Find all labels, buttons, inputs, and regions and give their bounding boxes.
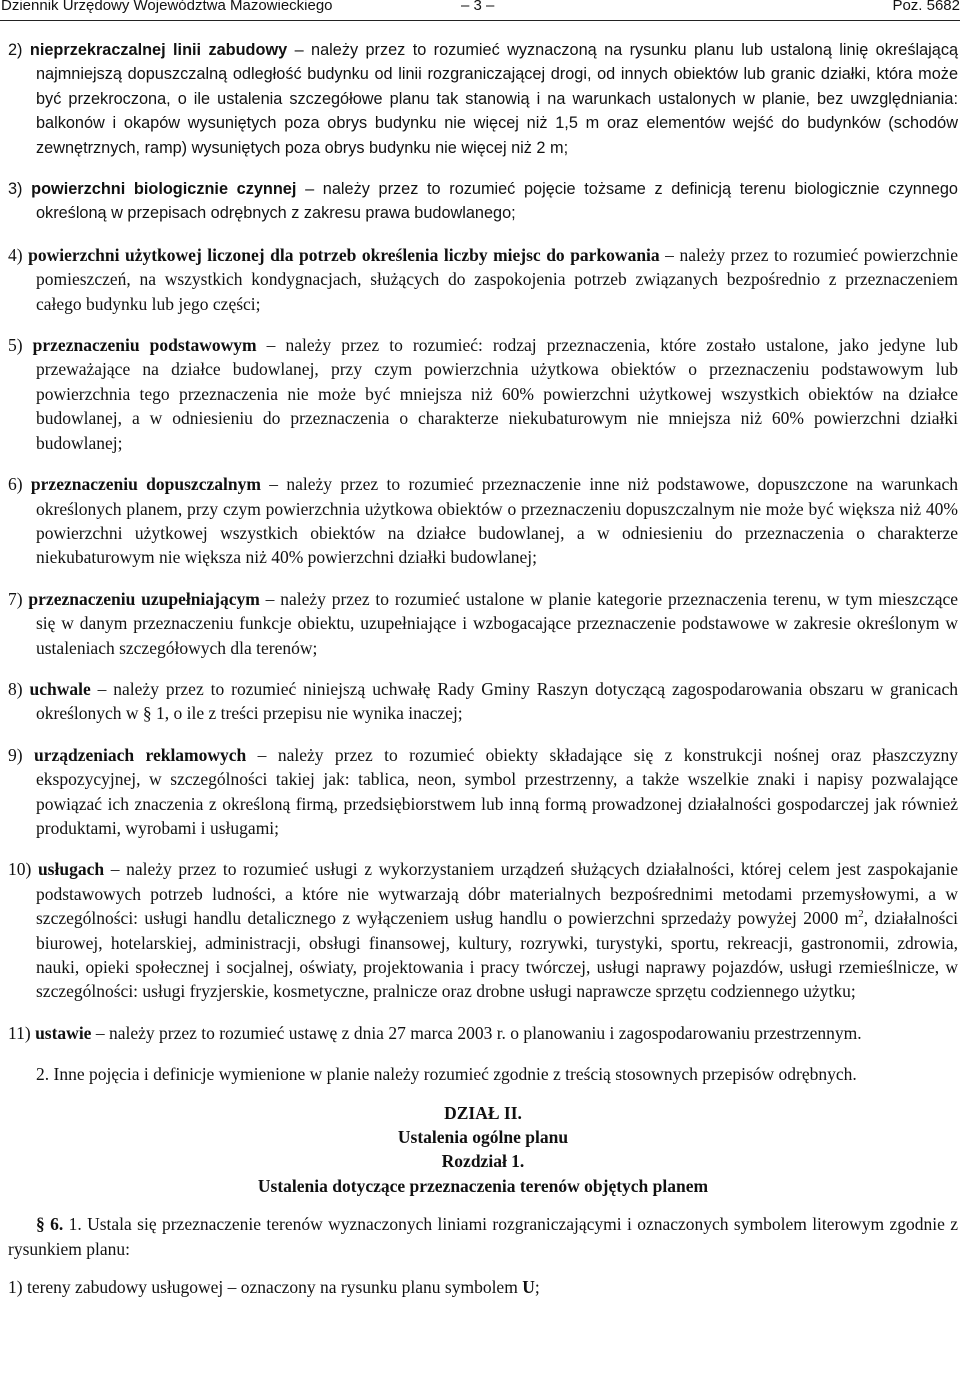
page-header (0, 0, 960, 21)
definition-item: 8) uchwale – należy przez to rozumieć niniejszą uchwałę Rady Gminy Raszyn dotyczącą zagospodarowania obszaru w granicach określonych w § 1, o ile z treści przepisu nie wynika inaczej; (8, 678, 959, 724)
chapter-heading: Rozdział 1. (441, 1151, 525, 1172)
definition-item: 5) przeznaczeniu podstawowym – należy przez to rozumieć: rodzaj przeznaczenia, które zostało ustalone, jako jedyne lub przeważające na działce budowlanej, przy czym powierzchnia użytkowa obiektów o przeznaczeniu podstawowym lub powierzchnia tego przeznaczenia nie może być mniejsza niż 60% powierzchni użytkowej wszystkich obiektów na działce budowlanej, a w odniesieniu do przeznaczenia o charakterze niekubaturowym nie mniejsza niż 60% powierzchni działki budowlanej; (8, 335, 958, 453)
definition-item: 10) usługach – należy przez to rozumieć usługi z wykorzystaniem urządzeń służących działalności, której celem jest zaspokajanie podstawowych potrzeb ludności, a które nie wytwarzają dóbr materialnych bezpośrednimi metodami przemysłowymi, a w szczególności: usługi handlu detalicznego z wyłączeniem usług handlu o powierzchni sprzedaży powyżej 2000 $m^2$, działalności biurowej, hotelarskiej, administracji, obsługi finansowej, kultury, rozrywki, turystyki, sportu, rekreacji, gastronomii, zdrowia, nauki, opieki społecznej i socjalnej, oświaty, projektowania i pracy twórczej, usługi naprawy pojazdów, usługi rzemieślnicze, w szczególności: usługi fryzjerskie, kosmetyczne, pralnicze oraz drobne usługi naprawcze sprzętu codziennego użytku; (8, 859, 959, 1002)
page-number: – 3 – (461, 0, 495, 14)
paragraph-2: 2. Inne pojęcia i definicje wymienione w planie należy rozumieć zgodnie z treścią stosownych przepisów odrębnych. (36, 1064, 857, 1085)
section-heading: DZIAŁ II. (444, 1102, 522, 1123)
chapter-title: Ustalenia dotyczące przeznaczenia terenów objętych planem (257, 1175, 709, 1196)
paragraph-6: § 6. 1. Ustala się przeznaczenie terenów wyznaczonych liniami rozgraniczającymi i oznaczonych symbolem literowym zgodnie z rysunkiem planu: (8, 1214, 959, 1259)
journal-title: Dziennik Urzędowy Województwa Mazowieckiego (1, 0, 333, 14)
definition-item: 2) nieprzekraczalnej linii zabudowy – należy przez to rozumieć wyznaczoną na rysunku planu lub ustaloną linię określającą najmniejszą dopuszczalną odległość budynku od linii rozgraniczającej drogi, od innych obiektów lub granic działki, która może być przekroczona, o ile ustalenia szczegółowe planu tak stanowią i na warunkach ustalonych w planie, bez uwzględniania: balkonów i okapów wysuniętych poza obrys budynku nie więcej niż 1,5 m oraz elementów wejść do budynków (schodów zewnętrznych, ramp) wysuniętych poza obrys budynku nie więcej niż 2 m; (8, 41, 959, 157)
definition-item: 9) urządzeniach reklamowych – należy przez to rozumieć obiekty składające się z konstrukcji nośnej oraz płaszczyzny ekspozycyjnej, w szczególności takiej jak: tablica, neon, symbol przestrzenny, a także wszelkie znaki i napisy pozwalające powiązać ich znaczenia z określoną firmą, przedsiębiorstwem lub inną formą prowadzonej działalności gospodarczej jak również produktami, wyrobami i usługami; (8, 744, 958, 838)
document-body (8, 38, 958, 1313)
list-item: 1) tereny zabudowy usługowej – oznaczony na rysunku planu symbolem U; (8, 1277, 540, 1298)
definition-item: 3) powierzchni biologicznie czynnej – należy przez to rozumieć pojęcie tożsame z definicją terenu biologicznie czynnego określoną w przepisach odrębnych z zakresu prawa budowlanego; (8, 180, 958, 223)
position-ref: Poz. 5682 (892, 0, 960, 14)
definition-item: 11) ustawie – należy przez to rozumieć ustawę z dnia 27 marca 2003 r. o planowaniu i zagospodarowaniu przestrzennym. (8, 1022, 862, 1043)
definition-item: 6) przeznaczeniu dopuszczalnym – należy przez to rozumieć przeznaczenie inne niż podstawowe, dopuszczone na warunkach określonych planem, przy czym powierzchnia użytkowa obiektów o przeznaczeniu dopuszczalnym nie może być większa niż 40% powierzchni użytkowej wszystkich obiektów na działce budowlanej, a w odniesieniu do przeznaczenia o charakterze niekubaturowym nie większa niż 40% powierzchni działki budowlanej; (8, 474, 959, 568)
definition-item: 7) przeznaczeniu uzupełniającym – należy przez to rozumieć ustalone w planie kategorie przeznaczenia terenu, w tym mieszczące się w danym przeznaczeniu funkcje obiektu, uzupełniające i wzbogacające przeznaczenie podstawowe w zakresie określonym w ustaleniach szczegółowych dla terenów; (8, 588, 959, 658)
section-title: Ustalenia ogólne planu (397, 1127, 569, 1148)
definition-item: 4) powierzchni użytkowej liczonej dla potrzeb określenia liczby miejsc do parkowania – należy przez to rozumieć powierzchnie pomieszczeń, na wszystkich kondygnacjach, służących do zaspokojenia potrzeb związanych bezpośrednio z przeznaczeniem całego budynku lub jego części; (8, 244, 959, 314)
